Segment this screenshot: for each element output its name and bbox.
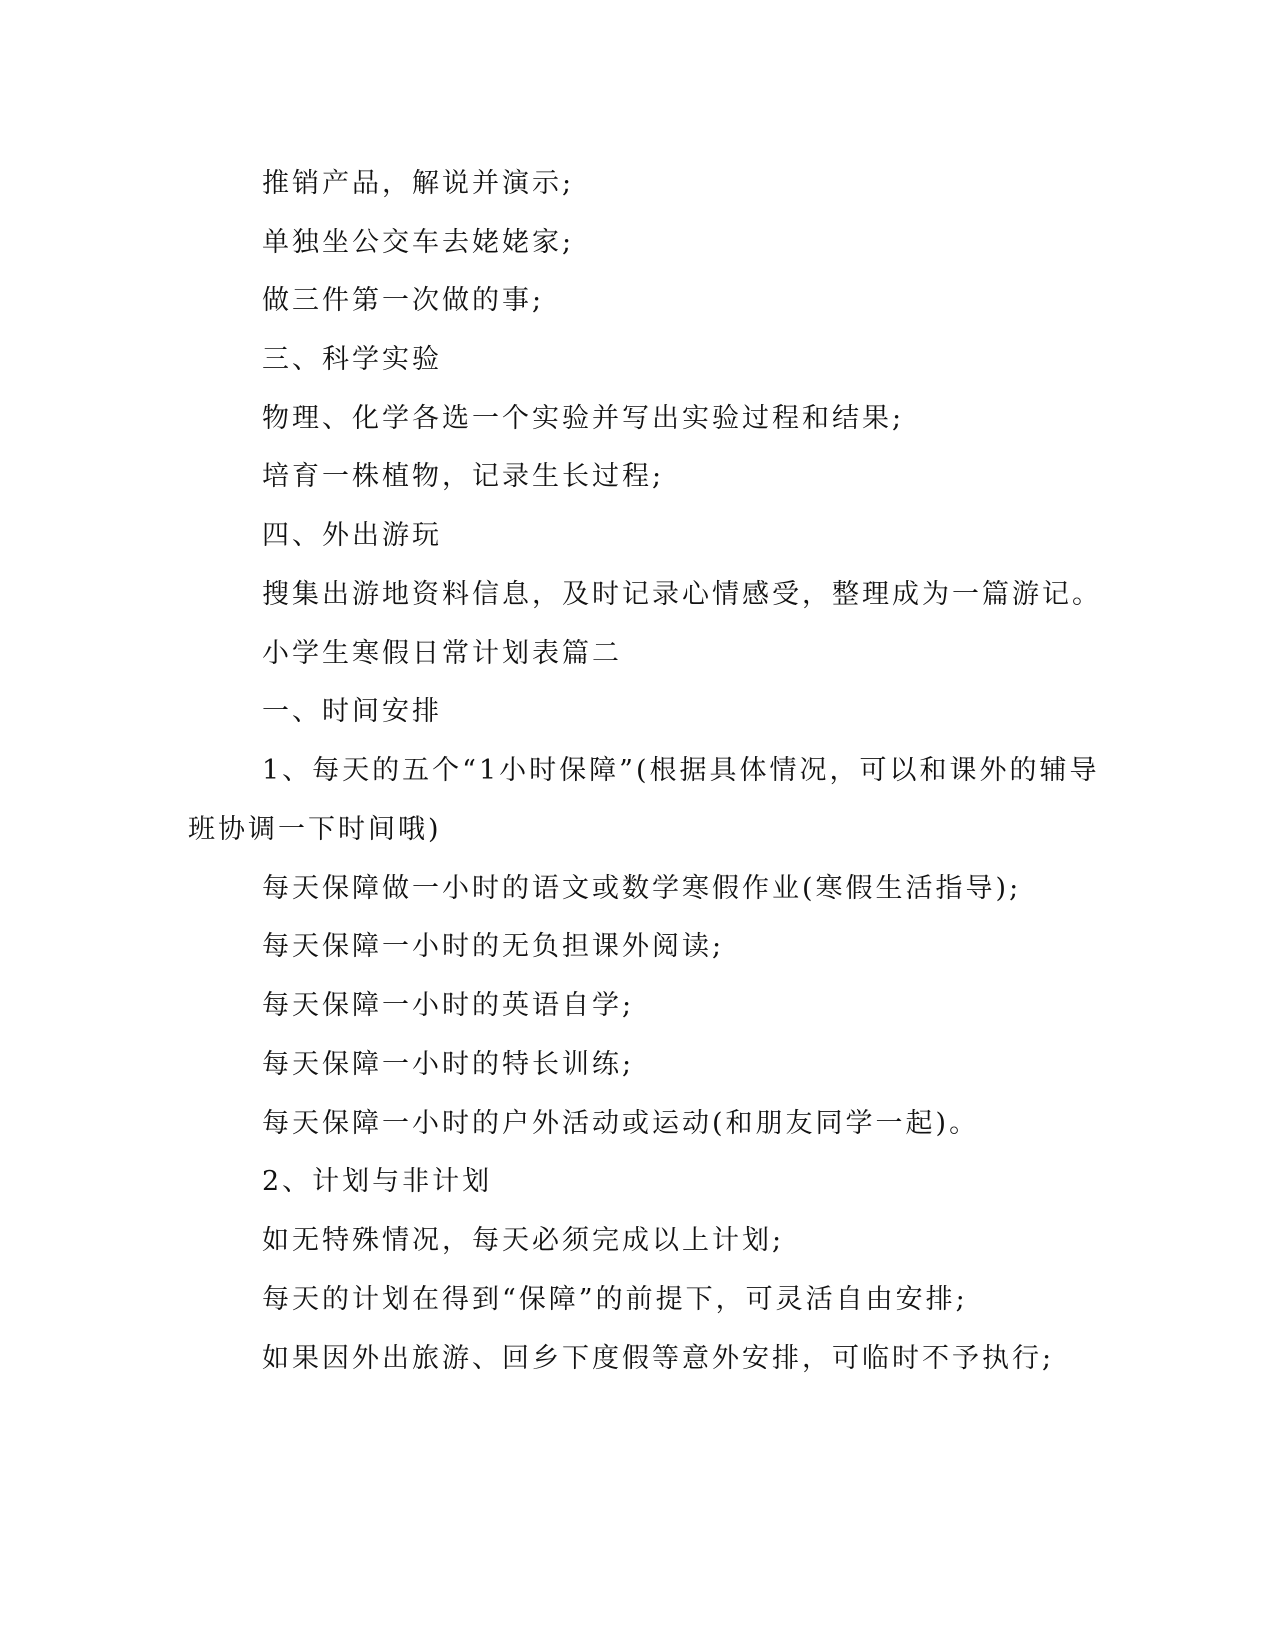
section-heading: 一、时间安排: [262, 696, 442, 727]
text-line: 物理、化学各选一个实验并写出实验过程和结果;: [262, 403, 905, 434]
text-line: 如无特殊情况，每天必须完成以上计划;: [262, 1225, 785, 1256]
article-title: 小学生寒假日常计划表篇二: [262, 638, 622, 669]
text-line-continuation: 班协调一下时间哦): [188, 814, 442, 845]
text-line: 推销产品，解说并演示;: [262, 168, 575, 199]
section-heading: 三、科学实验: [262, 344, 442, 375]
text-line: 培育一株植物，记录生长过程;: [262, 461, 665, 492]
text-line: 每天保障做一小时的语文或数学寒假作业(寒假生活指导);: [262, 873, 1022, 904]
text-line: 单独坐公交车去姥姥家;: [262, 227, 575, 258]
text-line: 搜集出游地资料信息，及时记录心情感受，整理成为一篇游记。: [262, 579, 1102, 610]
text-line: 每天保障一小时的英语自学;: [262, 990, 635, 1021]
text-line: 每天保障一小时的户外活动或运动(和朋友同学一起)。: [262, 1108, 980, 1139]
text-line: 如果因外出旅游、回乡下度假等意外安排，可临时不予执行;: [262, 1343, 1055, 1374]
text-line: 每天的计划在得到“保障”的前提下，可灵活自由安排;: [262, 1284, 968, 1315]
text-line: 每天保障一小时的无负担课外阅读;: [262, 931, 725, 962]
section-heading: 四、外出游玩: [262, 520, 442, 551]
text-line: 1、每天的五个“1小时保障”(根据具体情况，可以和课外的辅导: [262, 755, 1100, 786]
section-heading: 2、计划与非计划: [262, 1166, 493, 1197]
text-line: 每天保障一小时的特长训练;: [262, 1049, 635, 1080]
text-line: 做三件第一次做的事;: [262, 285, 545, 316]
